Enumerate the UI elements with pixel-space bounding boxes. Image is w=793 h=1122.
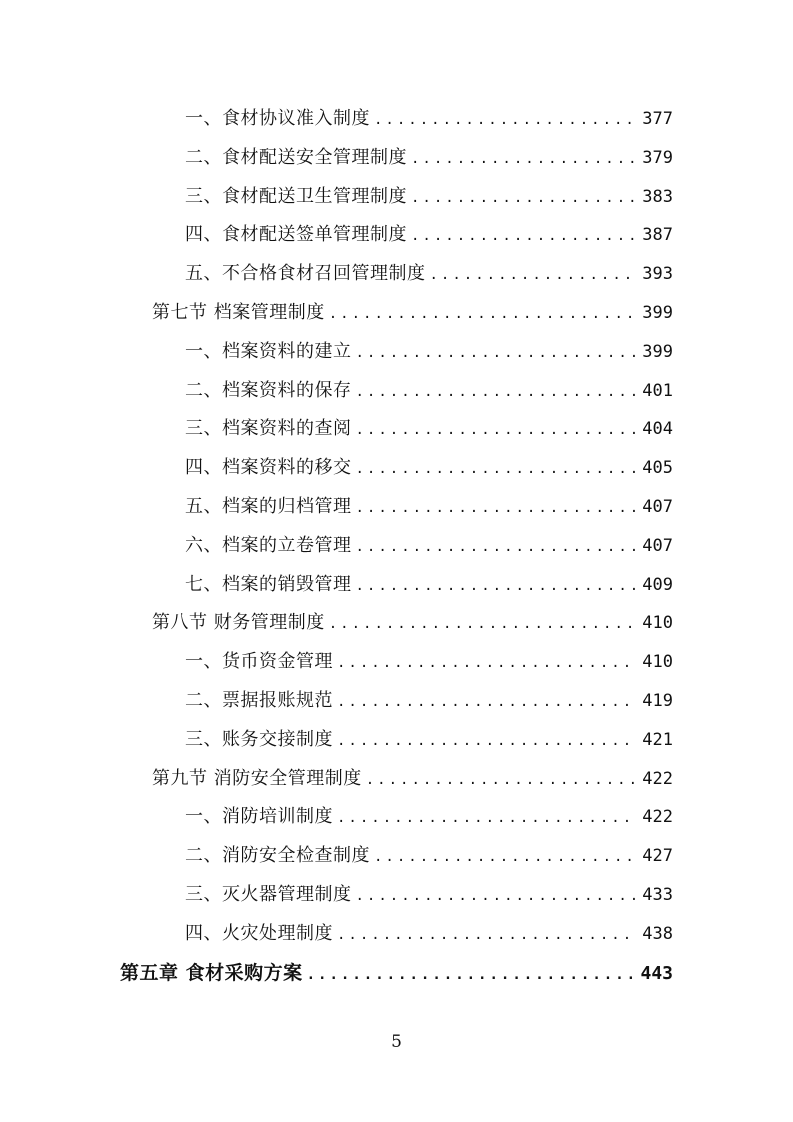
toc-entry-page: 427 (642, 846, 673, 867)
toc-leader-dots (374, 838, 636, 877)
toc-leader-dots (356, 528, 637, 567)
toc-entry-page: 399 (642, 341, 673, 362)
toc-entry-page: 377 (642, 109, 673, 129)
toc-entry-label: 三、灭火器管理制度 (185, 883, 352, 905)
toc-entry-page: 422 (642, 807, 673, 828)
toc-subsection-entry[interactable] (0, 216, 793, 255)
toc-entry-page: 407 (642, 535, 673, 556)
toc-entry-label: 第五章 食材采购方案 (120, 961, 303, 984)
toc-subsection-entry[interactable] (0, 527, 793, 566)
toc-subsection-entry[interactable] (0, 449, 793, 488)
toc-subsection-entry[interactable] (0, 643, 793, 682)
toc-entry-page: 379 (642, 147, 673, 168)
toc-leader-dots (411, 179, 636, 218)
toc-leader-dots (337, 722, 636, 761)
toc-entry-label: 三、食材配送卫生管理制度 (185, 185, 407, 207)
toc-subsection-entry[interactable] (0, 100, 793, 139)
toc-leader-dots (356, 450, 637, 489)
toc-entry-page: 387 (642, 225, 673, 246)
page-number: 5 (391, 1032, 402, 1052)
toc-subsection-entry[interactable] (0, 178, 793, 217)
toc-entry-label: 二、票据报账规范 (185, 689, 333, 711)
toc-subsection-entry[interactable] (0, 372, 793, 411)
toc-entry-page: 410 (642, 652, 673, 673)
toc-entry-label: 五、不合格食材召回管理制度 (185, 263, 426, 285)
toc-entry-label: 四、档案资料的移交 (185, 457, 352, 479)
toc-entry-page: 407 (642, 496, 673, 517)
toc-entry-page: 401 (642, 380, 673, 401)
toc-leader-dots (337, 644, 636, 683)
toc-entry-label: 三、档案资料的查阅 (185, 418, 352, 440)
toc-leader-dots (337, 683, 636, 722)
toc-entry-label: 六、档案的立卷管理 (185, 534, 352, 556)
toc-leader-dots (356, 489, 637, 528)
toc-leader-dots (411, 140, 636, 179)
toc-entry-page: 410 (642, 613, 673, 634)
toc-subsection-entry[interactable] (0, 837, 793, 876)
toc-entry-page: 393 (642, 264, 673, 285)
toc-subsection-entry[interactable] (0, 255, 793, 294)
toc-section-entry[interactable] (0, 294, 793, 333)
toc-leader-dots (329, 605, 637, 644)
toc-entry-page: 405 (642, 458, 673, 479)
toc-leader-dots (356, 877, 637, 916)
toc-chapter-entry[interactable] (0, 954, 793, 993)
toc-subsection-entry[interactable] (0, 721, 793, 760)
toc-section-entry[interactable] (0, 760, 793, 799)
toc-entry-page: 409 (642, 574, 673, 595)
toc-subsection-entry[interactable] (0, 915, 793, 954)
toc-leader-dots (374, 101, 636, 140)
toc-entry-label: 一、食材协议准入制度 (185, 108, 370, 129)
toc-entry-page: 383 (642, 186, 673, 207)
toc-leader-dots (356, 334, 637, 373)
toc-leader-dots (366, 761, 637, 800)
toc-entry-label: 三、账务交接制度 (185, 728, 333, 750)
toc-leader-dots (411, 217, 636, 256)
toc-entry-page: 422 (642, 768, 673, 789)
toc-subsection-entry[interactable] (0, 566, 793, 605)
toc-entry-page: 433 (642, 884, 673, 905)
toc-leader-dots (356, 373, 637, 412)
toc-entry-label: 二、食材配送安全管理制度 (185, 146, 407, 168)
toc-entry-label: 一、消防培训制度 (185, 806, 333, 828)
toc-leader-dots (430, 256, 637, 295)
toc-subsection-entry[interactable] (0, 876, 793, 915)
toc-leader-dots (356, 411, 637, 450)
toc-entry-label: 第九节 消防安全管理制度 (152, 767, 362, 789)
toc-entry-label: 一、货币资金管理 (185, 651, 333, 673)
toc-leader-dots (337, 799, 636, 838)
toc-leader-dots (337, 916, 636, 955)
toc-entry-page: 419 (642, 690, 673, 711)
toc-entry-page: 404 (642, 419, 673, 440)
toc-leader-dots (329, 295, 637, 334)
toc-entry-page: 443 (640, 962, 673, 984)
toc-entry-page: 421 (642, 729, 673, 750)
toc-entry-label: 一、档案资料的建立 (185, 340, 352, 362)
toc-entry-label: 七、档案的销毁管理 (185, 573, 352, 595)
toc-subsection-entry[interactable] (0, 139, 793, 178)
toc-subsection-entry[interactable] (0, 333, 793, 372)
toc-leader-dots (356, 567, 637, 606)
toc-entry-label: 二、消防安全检查制度 (185, 845, 370, 867)
toc-section-entry[interactable] (0, 604, 793, 643)
toc-entry-page: 399 (642, 302, 673, 323)
table-of-contents (0, 100, 793, 992)
toc-leader-dots (307, 956, 635, 995)
toc-entry-label: 四、食材配送签单管理制度 (185, 224, 407, 246)
toc-entry-label: 第七节 档案管理制度 (152, 301, 325, 323)
toc-subsection-entry[interactable] (0, 682, 793, 721)
toc-entry-label: 第八节 财务管理制度 (152, 612, 325, 634)
toc-subsection-entry[interactable] (0, 410, 793, 449)
toc-entry-page: 438 (642, 923, 673, 944)
toc-entry-label: 二、档案资料的保存 (185, 379, 352, 401)
toc-subsection-entry[interactable] (0, 798, 793, 837)
toc-entry-label: 四、火灾处理制度 (185, 922, 333, 944)
toc-entry-label: 五、档案的归档管理 (185, 495, 352, 517)
toc-subsection-entry[interactable] (0, 488, 793, 527)
